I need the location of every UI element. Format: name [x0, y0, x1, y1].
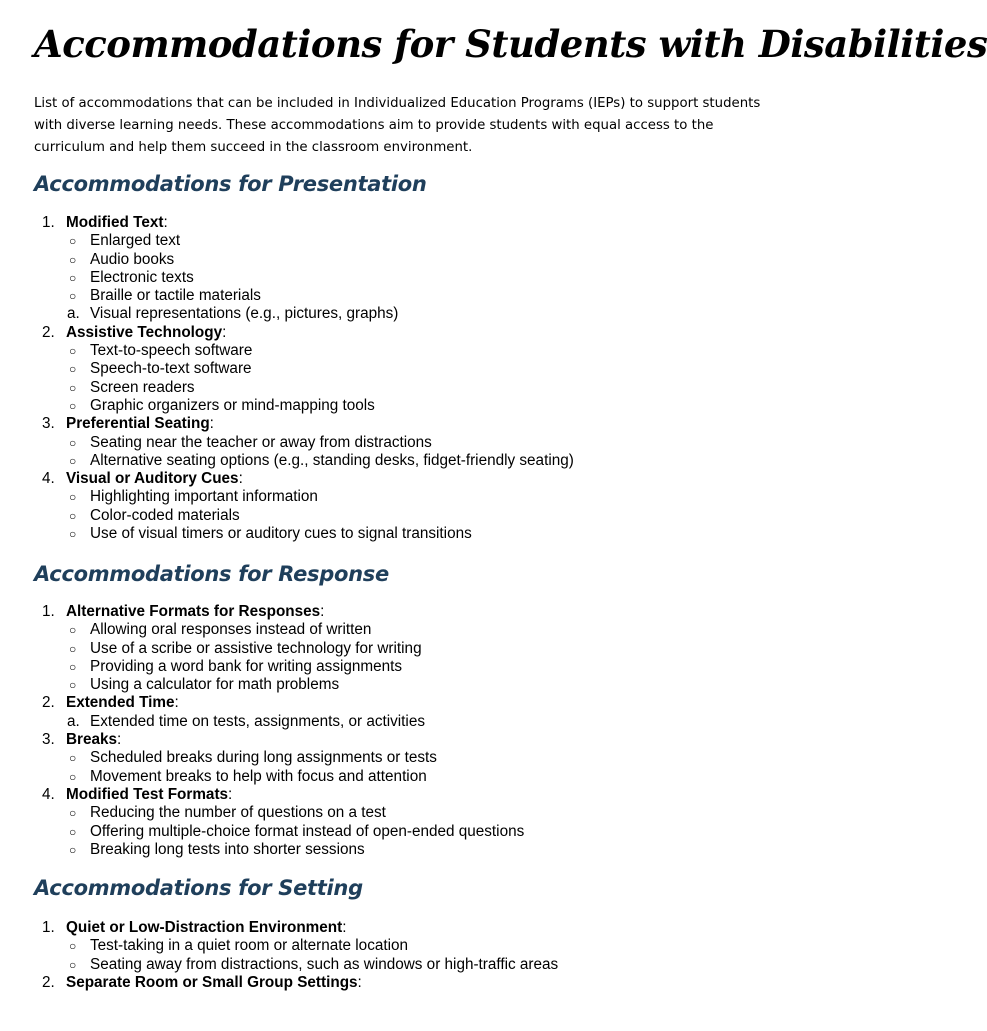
- circle-bullet-icon: ○: [69, 289, 77, 304]
- sub-list-item: [0, 804, 794, 822]
- circle-bullet-icon: ○: [69, 435, 77, 450]
- list-item-label: Modified Text:: [66, 214, 168, 231]
- circle-bullet-icon: ○: [69, 508, 77, 523]
- sub-item-text: Seating away from distractions, such as windows or high-traffic areas: [90, 955, 559, 973]
- list-item-number: 1.: [42, 603, 55, 620]
- circle-bullet-icon: ○: [69, 939, 77, 954]
- sub-item-text: Seating near the teacher or away from distractions: [90, 433, 432, 451]
- sub-list-item: [0, 640, 794, 658]
- list-item: [0, 470, 794, 488]
- sub-list-item: [0, 658, 794, 676]
- list-item-label: Visual or Auditory Cues:: [66, 470, 243, 488]
- sub-item-text: Offering multiple-choice format instead of open-ended questions: [90, 822, 525, 840]
- sub-list-item: [0, 287, 794, 305]
- sub-item-text: Alternative seating options (e.g., standing desks, fidget-friendly seating): [90, 451, 574, 469]
- sub-list-item: [0, 713, 794, 731]
- sub-item-text: Graphic organizers or mind-mapping tools: [90, 396, 375, 414]
- sub-item-text: Speech-to-text software: [90, 360, 252, 378]
- section-list-presentation: [0, 214, 794, 543]
- sub-item-text: Extended time on tests, assignments, or activities: [90, 712, 425, 730]
- section-heading-setting: Accommodations for Setting: [34, 876, 363, 900]
- sub-list-item: [0, 232, 794, 250]
- circle-bullet-icon: ○: [69, 362, 77, 377]
- list-item-number: 2.: [42, 323, 55, 341]
- list-item-number: 3.: [42, 731, 55, 749]
- circle-bullet-icon: ○: [69, 234, 77, 249]
- list-item-number: 4.: [42, 785, 55, 803]
- list-item-label: Alternative Formats for Responses:: [66, 603, 325, 620]
- sub-list-item: [0, 379, 794, 397]
- list-item: [0, 214, 794, 232]
- circle-bullet-icon: ○: [69, 623, 77, 638]
- circle-bullet-icon: ○: [69, 957, 77, 972]
- list-item-number: 1.: [42, 919, 55, 936]
- sub-list-item: [0, 525, 794, 543]
- sub-list-item: [0, 823, 794, 841]
- list-item-number: 2.: [42, 973, 55, 991]
- sub-list-item: [0, 342, 794, 360]
- sub-item-letter: a.: [67, 712, 80, 730]
- section-heading-response: Accommodations for Response: [34, 562, 389, 586]
- sub-item-text: Audio books: [90, 250, 175, 268]
- sub-item-letter: a.: [67, 305, 80, 323]
- sub-list-item: [0, 397, 794, 415]
- sub-item-text: Movement breaks to help with focus and attention: [90, 767, 427, 785]
- list-item-number: 3.: [42, 415, 55, 433]
- sub-item-text: Color-coded materials: [90, 506, 240, 524]
- list-item-label: Assistive Technology:: [66, 323, 227, 341]
- circle-bullet-icon: ○: [69, 751, 77, 766]
- sub-item-text: Braille or tactile materials: [90, 287, 261, 305]
- sub-list-item: [0, 452, 794, 470]
- list-item-label: Separate Room or Small Group Settings:: [66, 973, 362, 991]
- list-item-label: Quiet or Low-Distraction Environment:: [66, 919, 347, 936]
- sub-list-item: [0, 434, 794, 452]
- sub-list-item: [0, 768, 794, 786]
- sub-item-text: Using a calculator for math problems: [90, 676, 340, 694]
- section-list-setting: [0, 919, 794, 992]
- sub-list-item: [0, 507, 794, 525]
- circle-bullet-icon: ○: [69, 380, 77, 395]
- list-item-label: Preferential Seating:: [66, 415, 214, 433]
- circle-bullet-icon: ○: [69, 806, 77, 821]
- list-item: [0, 731, 794, 749]
- sub-item-text: Reducing the number of questions on a test: [90, 804, 386, 822]
- sub-list-item: [0, 251, 794, 269]
- list-item: [0, 974, 794, 992]
- circle-bullet-icon: ○: [69, 659, 77, 674]
- list-item-number: 1.: [42, 214, 55, 231]
- sub-item-text: Use of a scribe or assistive technology for writing: [90, 639, 422, 657]
- circle-bullet-icon: ○: [69, 270, 77, 285]
- circle-bullet-icon: ○: [69, 824, 77, 839]
- sub-list-item: [0, 956, 794, 974]
- sub-item-text: Text-to-speech software: [90, 342, 253, 360]
- sub-list-item: [0, 269, 794, 287]
- sub-item-text: Highlighting important information: [90, 488, 318, 506]
- sub-list-item: [0, 360, 794, 378]
- circle-bullet-icon: ○: [69, 641, 77, 656]
- sub-item-text: Screen readers: [90, 378, 195, 396]
- list-item: [0, 786, 794, 804]
- sub-list-item: [0, 749, 794, 767]
- page-title: Accommodations for Students with Disabilities: [34, 22, 987, 66]
- circle-bullet-icon: ○: [69, 252, 77, 267]
- circle-bullet-icon: ○: [69, 490, 77, 505]
- sub-list-item: [0, 937, 794, 955]
- list-item: [0, 324, 794, 342]
- sub-item-text: Test-taking in a quiet room or alternate location: [90, 937, 409, 955]
- sub-item-text: Enlarged text: [90, 232, 181, 250]
- list-item-label: Modified Test Formats:: [66, 785, 233, 803]
- list-item-label: Extended Time:: [66, 694, 179, 712]
- sub-item-text: Use of visual timers or auditory cues to signal transitions: [90, 525, 472, 543]
- sub-list-item: [0, 841, 794, 859]
- sub-list-item: [0, 305, 794, 323]
- sub-list-item: [0, 621, 794, 639]
- list-item-number: 2.: [42, 694, 55, 712]
- circle-bullet-icon: ○: [69, 769, 77, 784]
- list-item: [0, 603, 794, 621]
- circle-bullet-icon: ○: [69, 344, 77, 359]
- sub-item-text: Scheduled breaks during long assignments or tests: [90, 749, 437, 767]
- circle-bullet-icon: ○: [69, 678, 77, 693]
- circle-bullet-icon: ○: [69, 453, 77, 468]
- intro-paragraph: List of accommodations that can be included in Individualized Education Programs (IEPs) to support students with diverse learning needs. These accommodations aim to provide students with equal access to the curriculum and help them succeed in the classroom environment.: [34, 96, 761, 155]
- list-item-number: 4.: [42, 470, 55, 488]
- list-item: [0, 415, 794, 433]
- section-list-response: [0, 603, 794, 859]
- sub-item-text: Electronic texts: [90, 268, 194, 286]
- sub-list-item: [0, 488, 794, 506]
- sub-item-text: Providing a word bank for writing assignments: [90, 657, 403, 675]
- circle-bullet-icon: ○: [69, 527, 77, 542]
- circle-bullet-icon: ○: [69, 398, 77, 413]
- sub-item-text: Visual representations (e.g., pictures, graphs): [90, 305, 399, 323]
- list-item-label: Breaks:: [66, 731, 122, 749]
- list-item: [0, 919, 794, 937]
- sub-list-item: [0, 676, 794, 694]
- list-item: [0, 694, 794, 712]
- sub-item-text: Allowing oral responses instead of written: [90, 621, 372, 639]
- sub-item-text: Breaking long tests into shorter sessions: [90, 840, 365, 858]
- circle-bullet-icon: ○: [69, 842, 77, 857]
- section-heading-presentation: Accommodations for Presentation: [34, 172, 427, 196]
